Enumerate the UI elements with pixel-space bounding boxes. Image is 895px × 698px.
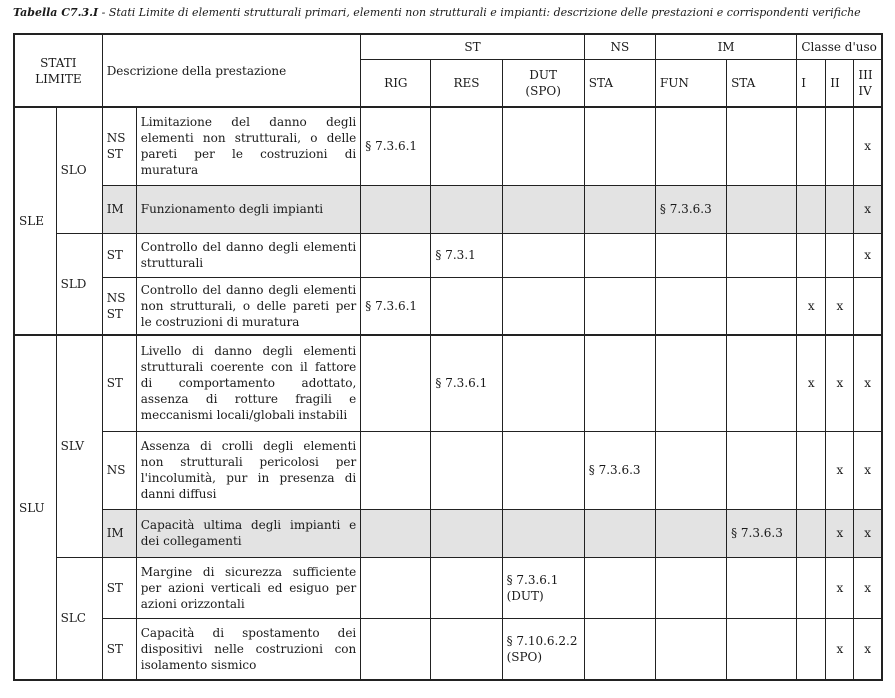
table-row xyxy=(14,107,882,185)
state-slv: SLV xyxy=(56,335,102,557)
cell-class-3-4: x xyxy=(854,107,882,185)
state-slc: SLC xyxy=(56,557,102,680)
cell-class-3-4: x xyxy=(854,431,882,509)
row-description: Limitazione del danno degli elementi non strutturali, o delle pareti per le costruzioni di muratura xyxy=(136,107,361,185)
table-row xyxy=(14,509,882,557)
cell-class-3-4: x xyxy=(854,185,882,233)
caption-label: Tabella C7.3.I xyxy=(13,6,99,19)
cell-res: § 7.3.6.1 xyxy=(431,335,502,431)
cell-dut: § 7.3.6.1 (DUT) xyxy=(502,557,584,618)
cell-rig: § 7.3.6.1 xyxy=(361,277,431,335)
header-class-1: I xyxy=(797,59,826,107)
cell-ns-sta: § 7.3.6.3 xyxy=(584,431,655,509)
row-description: Margine di sicurezza sufficiente per azioni verticali ed esiguo per azioni orizzontali xyxy=(136,557,361,618)
cell-class-2: x xyxy=(826,335,854,431)
row-description: Controllo del danno degli elementi non strutturali, o delle pareti per le costruzioni di muratura xyxy=(136,277,361,335)
state-sle: SLE xyxy=(14,107,56,335)
cell-class-2: x xyxy=(826,618,854,680)
header-rig: RIG xyxy=(361,59,431,107)
caption-text: - Stati Limite di elementi strutturali primari, elementi non strutturali e impianti: descrizione delle prestazioni e corrispondenti verifiche xyxy=(98,6,861,19)
cell-im-sta: § 7.3.6.3 xyxy=(727,509,797,557)
header-fun: FUN xyxy=(655,59,726,107)
row-type: IM xyxy=(102,509,136,557)
row-type: IM xyxy=(102,185,136,233)
cell-res: § 7.3.1 xyxy=(431,233,502,277)
row-description: Assenza di crolli degli elementi non strutturali pericolosi per l'incolumità, pur in presenza di danni diffusi xyxy=(136,431,361,509)
row-description: Capacità di spostamento dei dispositivi nelle costruzioni con isolamento sismico xyxy=(136,618,361,680)
limit-states-table xyxy=(13,33,883,681)
cell-class-3-4: x xyxy=(854,618,882,680)
row-type: ST xyxy=(102,335,136,431)
table-row xyxy=(14,277,882,335)
row-description: Capacità ultima degli impianti e dei collegamenti xyxy=(136,509,361,557)
cell-class-1: x xyxy=(797,277,826,335)
header-res: RES xyxy=(431,59,502,107)
row-type: NS ST xyxy=(102,277,136,335)
state-sld: SLD xyxy=(56,233,102,335)
cell-class-2: x xyxy=(826,509,854,557)
cell-class-3-4: x xyxy=(854,557,882,618)
header-im-sta: STA xyxy=(727,59,797,107)
header-im: IM xyxy=(655,34,796,59)
row-type: ST xyxy=(102,233,136,277)
cell-rig: § 7.3.6.1 xyxy=(361,107,431,185)
cell-class-3-4: x xyxy=(854,335,882,431)
cell-dut: § 7.10.6.2.2 (SPO) xyxy=(502,618,584,680)
row-type: ST xyxy=(102,618,136,680)
header-dut: DUT (SPO) xyxy=(502,59,584,107)
row-type: ST xyxy=(102,557,136,618)
row-description: Livello di danno degli elementi strutturali coerente con il fattore di comportamento adottato, assenza di rotture fragili e meccanismi locali/globali instabili xyxy=(136,335,361,431)
row-description: Funzionamento degli impianti xyxy=(136,185,361,233)
state-slu: SLU xyxy=(14,335,56,680)
table-row xyxy=(14,233,882,277)
cell-class-3-4: x xyxy=(854,233,882,277)
row-type: NS ST xyxy=(102,107,136,185)
header-st: ST xyxy=(361,34,585,59)
header-class-2: II xyxy=(826,59,854,107)
header-class-3-4: III IV xyxy=(854,59,882,107)
row-description: Controllo del danno degli elementi strutturali xyxy=(136,233,361,277)
table-row xyxy=(14,557,882,618)
state-slo: SLO xyxy=(56,107,102,233)
cell-class-1: x xyxy=(797,335,826,431)
cell-class-2: x xyxy=(826,277,854,335)
table-row xyxy=(14,185,882,233)
table-row xyxy=(14,618,882,680)
table-row xyxy=(14,431,882,509)
header-descrizione: Descrizione della prestazione xyxy=(102,34,361,107)
table-caption xyxy=(13,6,888,19)
header-stati-limite: STATI LIMITE xyxy=(14,34,102,107)
header-classe-uso: Classe d'uso xyxy=(797,34,882,59)
cell-class-2: x xyxy=(826,431,854,509)
row-type: NS xyxy=(102,431,136,509)
cell-fun: § 7.3.6.3 xyxy=(655,185,726,233)
cell-class-3-4: x xyxy=(854,509,882,557)
header-ns: NS xyxy=(584,34,655,59)
table-row xyxy=(14,335,882,431)
cell-class-2: x xyxy=(826,557,854,618)
header-ns-sta: STA xyxy=(584,59,655,107)
